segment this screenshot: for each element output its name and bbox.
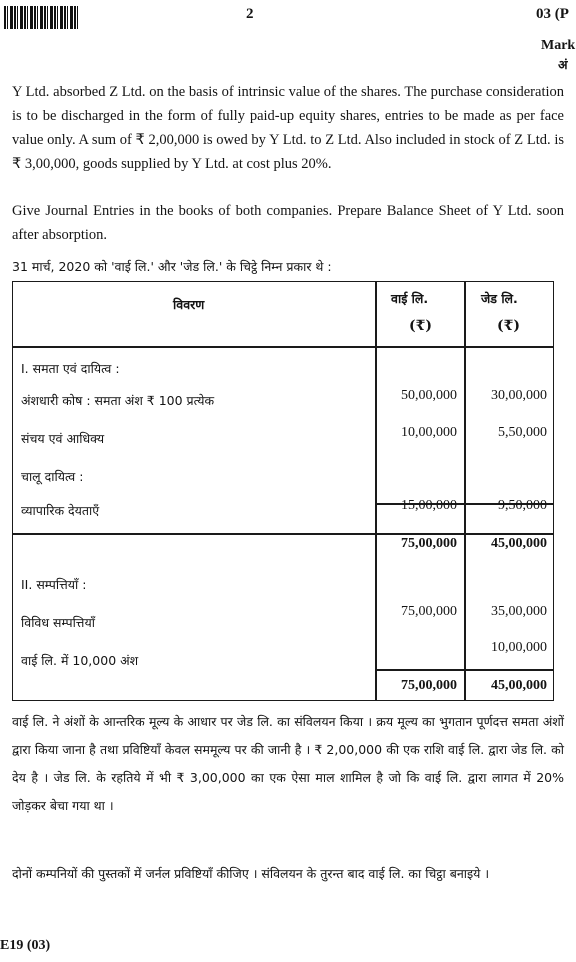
paper-code: 03 (P: [536, 6, 569, 22]
section-assets: II. सम्पत्तियाँ :: [21, 577, 87, 592]
z-share-capital: 30,00,000: [491, 388, 547, 403]
y-sundry-assets: 75,00,000: [401, 604, 457, 619]
header-y-ltd: वाई लि.: [391, 291, 429, 306]
y-total-liabilities: 75,00,000: [401, 536, 457, 551]
y-share-capital: 50,00,000: [401, 388, 457, 403]
z-trade-payables: 9,50,000: [498, 498, 547, 513]
footer-code: E19 (03): [0, 938, 51, 953]
header-z-currency: (₹): [497, 318, 520, 334]
balance-sheet-table: [12, 281, 554, 701]
row-current-liabilities: चालू दायित्व :: [21, 469, 84, 484]
row-reserves: संचय एवं आधिक्य: [21, 431, 105, 446]
z-sundry-assets: 35,00,000: [491, 604, 547, 619]
page-number: 2: [246, 6, 254, 22]
row-sundry-assets: विविध सम्पत्तियाँ: [21, 615, 95, 630]
z-shares-in-y: 10,00,000: [491, 640, 547, 655]
section-equity-liabilities: I. समता एवं दायित्व :: [21, 361, 120, 376]
english-question-text: Y Ltd. absorbed Z Ltd. on the basis of intrinsic value of the shares. The purchase consideration is to be discharged in the form of fully paid-up equity shares, entries to be made as per face value only. A sum of ₹ 2,00,000 is owed by Y Ltd. to Z Ltd. Also included in stock of Z Ltd. is ₹ 3,00,000, goods supplied by Y Ltd. at cost plus 20%.: [12, 84, 564, 172]
table-intro-text: 31 मार्च, 2020 को 'वाई लि.' और 'जेड लि.' के चिट्ठे निम्न प्रकार थे :: [12, 259, 332, 274]
marks-label-hindi: अं: [558, 57, 568, 72]
hindi-instruction-text: दोनों कम्पनियों की पुस्तकों में जर्नल प्रविष्टियाँ कीजिए । संविलयन के तुरन्त बाद वाई लि. का चिट्ठा बनाइये ।: [12, 866, 490, 881]
barcode: [4, 6, 80, 29]
y-trade-payables: 15,00,000: [401, 498, 457, 513]
z-reserves: 5,50,000: [498, 425, 547, 440]
english-instruction-text: Give Journal Entries in the books of both companies. Prepare Balance Sheet of Y Ltd. soon after absorption.: [12, 203, 564, 243]
row-trade-payables: व्यापारिक देयताएँ: [21, 503, 100, 518]
row-shares-in-y: वाई लि. में 10,000 अंश: [21, 653, 139, 668]
y-total-assets: 75,00,000: [401, 678, 457, 693]
z-total-assets: 45,00,000: [491, 678, 547, 693]
hindi-question-text: वाई लि. ने अंशों के आन्तरिक मूल्य के आधार पर जेड लि. का संविलयन किया । क्रय मूल्य का भुगतान पूर्णदत्त समता अंशों द्वारा किया जाना है तथा प्रविष्टियाँ केवल सममूल्य पर की जानी है । ₹ 2,00,000 की एक राशि वाई लि. द्वारा जेड लि. को देय है । जेड लि. के रहतिये में भी ₹ 3,00,000 का एक ऐसा माल शामिल है जो कि वाई लि. द्वारा लागत में 20% जोड़कर बेचा गया था ।: [12, 714, 564, 813]
y-reserves: 10,00,000: [401, 425, 457, 440]
header-y-currency: (₹): [409, 318, 432, 334]
z-total-liabilities: 45,00,000: [491, 536, 547, 551]
header-particulars: विवरण: [173, 297, 205, 312]
row-share-capital: अंशधारी कोष : समता अंश ₹ 100 प्रत्येक: [21, 393, 215, 408]
header-z-ltd: जेड लि.: [481, 291, 518, 306]
marks-label: Mark: [541, 38, 576, 53]
